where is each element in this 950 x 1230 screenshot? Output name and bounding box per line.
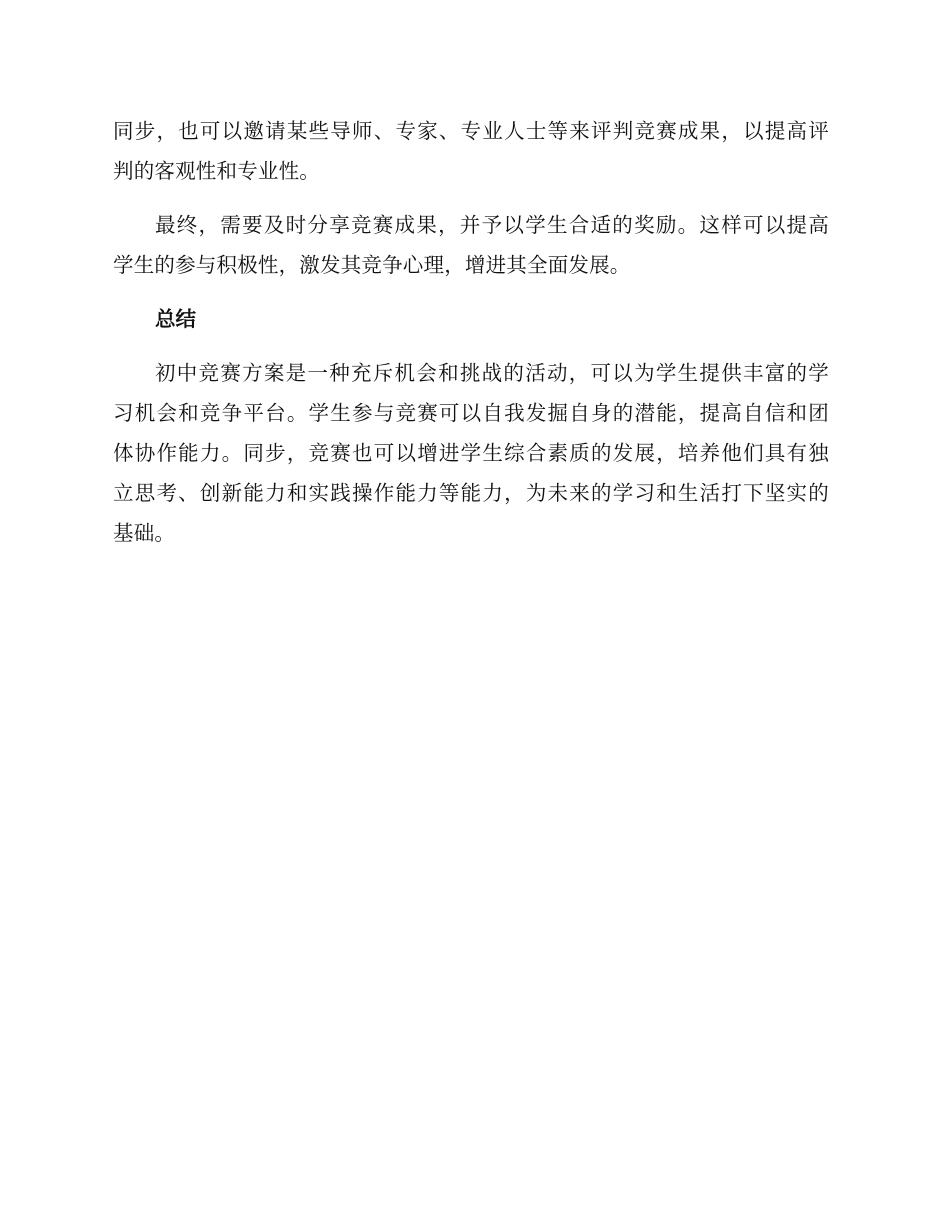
paragraph-line: 初中竞赛方案是一种充斥机会和挑战的活动，可以为学生提供丰富的学 <box>155 361 829 385</box>
paragraph-rewards <box>113 205 829 285</box>
paragraph-line: 习机会和竞争平台。学生参与竞赛可以自我发掘自身的潜能，提高自信和团 <box>113 401 829 425</box>
paragraph-line: 判的客观性和专业性。 <box>113 159 320 183</box>
paragraph-summary <box>113 353 829 553</box>
section-heading-summary: 总结 <box>155 307 196 331</box>
paragraph-line: 基础。 <box>113 521 176 545</box>
paragraph-line: 立思考、创新能力和实践操作能力等能力，为未来的学习和生活打下坚实的 <box>113 481 829 505</box>
paragraph-line: 同步，也可以邀请某些导师、专家、专业人士等来评判竞赛成果，以提高评 <box>113 119 829 143</box>
paragraph-line: 体协作能力。同步，竞赛也可以增进学生综合素质的发展，培养他们具有独 <box>113 441 829 465</box>
paragraph-judging <box>113 111 829 191</box>
document-body <box>113 111 829 567</box>
paragraph-line: 最终，需要及时分享竞赛成果，并予以学生合适的奖励。这样可以提高 <box>155 213 829 237</box>
paragraph-line: 学生的参与积极性，激发其竞争心理，增进其全面发展。 <box>113 253 631 277</box>
